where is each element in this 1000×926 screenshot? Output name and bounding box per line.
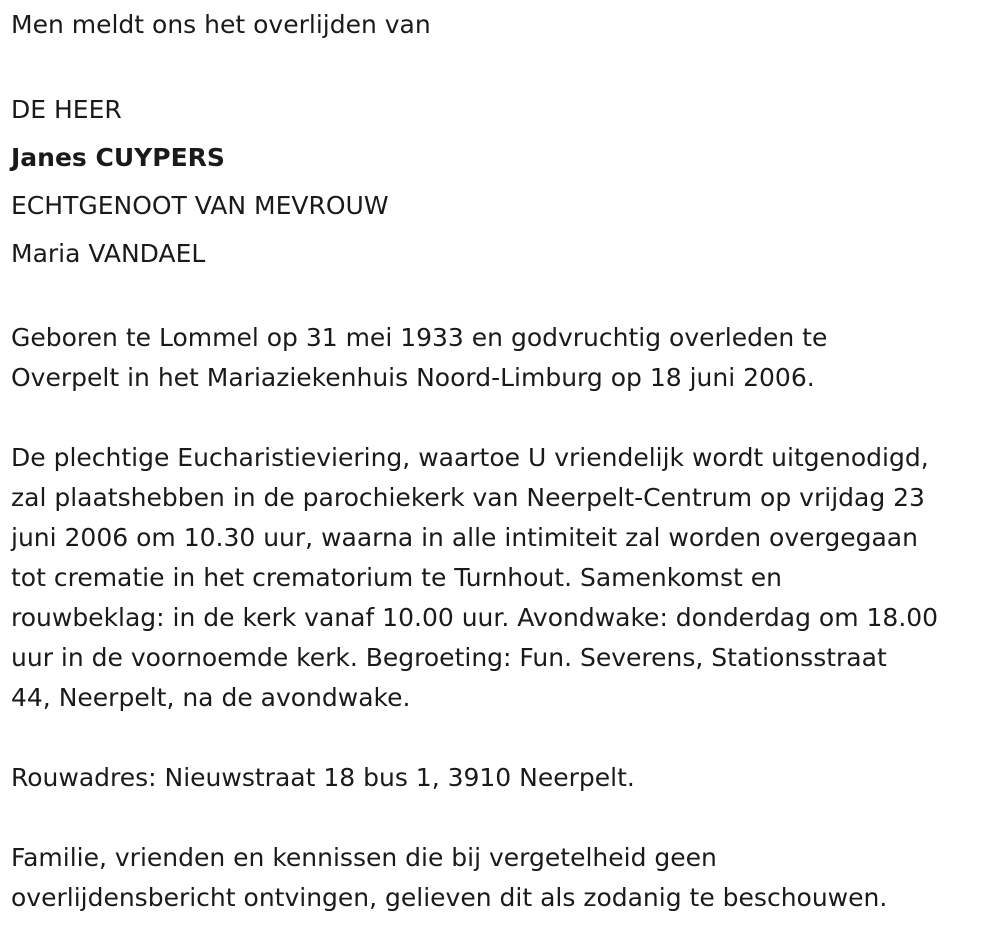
- spouse-name: Maria VANDAEL: [11, 239, 206, 268]
- spacer: [11, 278, 996, 318]
- ceremony-line: tot crematie in het crematorium te Turnhout. Samenkomst en: [11, 563, 782, 592]
- ceremony-line: 44, Neerpelt, na de avondwake.: [11, 683, 411, 712]
- intro-text: Men meldt ons het overlijden van: [11, 10, 431, 39]
- mourning-address: Rouwadres: Nieuwstraat 18 bus 1, 3910 Neerpelt.: [11, 763, 635, 792]
- spacer: [11, 398, 996, 438]
- closing-line: Familie, vrienden en kennissen die bij vergetelheid geen: [11, 843, 717, 872]
- death-notice: [11, 4, 996, 918]
- ceremony-line: uur in de voornoemde kerk. Begroeting: Fun. Severens, Stationsstraat: [11, 643, 887, 672]
- ceremony-line: zal plaatshebben in de parochiekerk van Neerpelt-Centrum op vrijdag 23: [11, 483, 925, 512]
- ceremony-line: juni 2006 om 10.30 uur, waarna in alle intimiteit zal worden overgegaan: [11, 523, 918, 552]
- ceremony-line: De plechtige Eucharistieviering, waartoe U vriendelijk wordt uitgenodigd,: [11, 443, 929, 472]
- deceased-name: Janes CUYPERS: [11, 143, 225, 172]
- spacer: [11, 46, 996, 86]
- honorific: DE HEER: [11, 95, 122, 124]
- ceremony-line: rouwbeklag: in de kerk vanaf 10.00 uur. Avondwake: donderdag om 18.00: [11, 603, 939, 632]
- closing-line: overlijdensbericht ontvingen, gelieven dit als zodanig te beschouwen.: [11, 883, 888, 912]
- spacer: [11, 798, 996, 838]
- birth-death-line: Overpelt in het Mariaziekenhuis Noord-Limburg op 18 juni 2006.: [11, 363, 815, 392]
- spacer: [11, 718, 996, 758]
- birth-death-line: Geboren te Lommel op 31 mei 1933 en godvruchtig overleden te: [11, 323, 828, 352]
- spouse-label: ECHTGENOOT VAN MEVROUW: [11, 191, 389, 220]
